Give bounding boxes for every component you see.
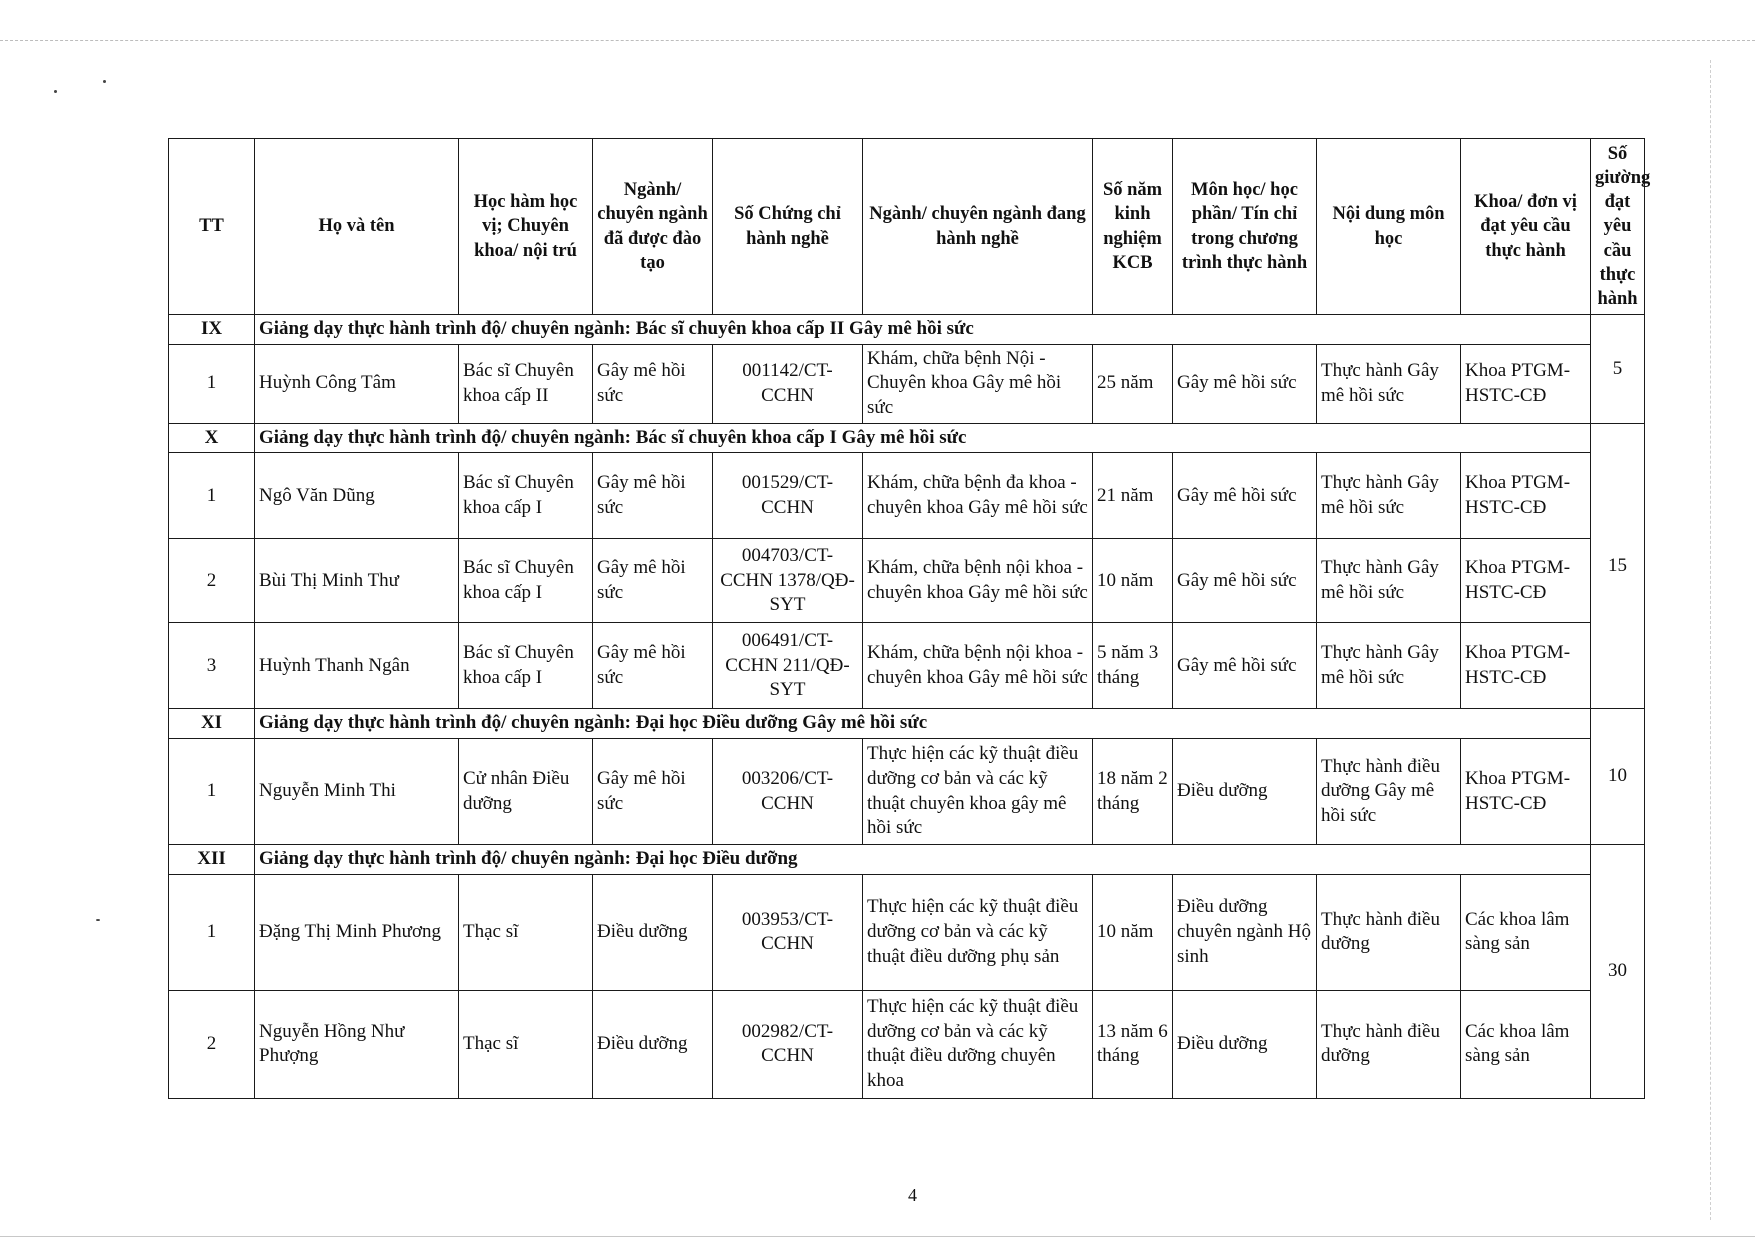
scan-edge-right <box>1710 60 1711 1220</box>
table-row <box>169 344 1645 423</box>
cell-practice: Thực hiện các kỹ thuật điều dưỡng cơ bản và các kỹ thuật chuyên khoa gây mê hồi sức <box>863 739 1093 845</box>
cell-trained: Gây mê hồi sức <box>593 539 713 623</box>
cell-degree: Cử nhân Điều dưỡng <box>459 739 593 845</box>
cell-experience: 5 năm 3 tháng <box>1093 623 1173 709</box>
cell-department: Các khoa lâm sàng sản <box>1461 990 1591 1098</box>
cell-tt: 2 <box>169 539 255 623</box>
cell-name: Đặng Thị Minh Phương <box>255 874 459 990</box>
cell-degree: Thạc sĩ <box>459 874 593 990</box>
cell-tt: 1 <box>169 739 255 845</box>
cell-content: Thực hành điều dưỡng <box>1317 874 1461 990</box>
cell-experience: 18 năm 2 tháng <box>1093 739 1173 845</box>
cell-practice: Khám, chữa bệnh đa khoa - chuyên khoa Gây mê hồi sức <box>863 453 1093 539</box>
cell-department: Khoa PTGM-HSTC-CĐ <box>1461 739 1591 845</box>
section-title: Giảng dạy thực hành trình độ/ chuyên ngành: Bác sĩ chuyên khoa cấp II Gây mê hồi sức <box>255 315 1173 345</box>
section-title: Giảng dạy thực hành trình độ/ chuyên ngành: Bác sĩ chuyên khoa cấp I Gây mê hồi sức <box>255 423 1173 453</box>
section-title: Giảng dạy thực hành trình độ/ chuyên ngành: Đại học Điều dưỡng Gây mê hồi sức <box>255 709 1173 739</box>
cell-subject: Gây mê hồi sức <box>1173 453 1317 539</box>
section-row <box>169 845 1645 875</box>
scan-speck <box>54 90 57 93</box>
section-row <box>169 315 1645 345</box>
col-header-beds: Số giường đạt yêu cầu thực hành <box>1591 139 1645 315</box>
cell-practice: Khám, chữa bệnh nội khoa - chuyên khoa Gây mê hồi sức <box>863 623 1093 709</box>
section-blank <box>1173 709 1591 739</box>
cell-department: Khoa PTGM-HSTC-CĐ <box>1461 623 1591 709</box>
cell-tt: 1 <box>169 874 255 990</box>
section-number: IX <box>169 315 255 345</box>
cell-degree: Bác sĩ Chuyên khoa cấp I <box>459 453 593 539</box>
cell-tt: 1 <box>169 453 255 539</box>
cell-license: 004703/CT-CCHN 1378/QĐ-SYT <box>713 539 863 623</box>
page-number: 4 <box>908 1185 917 1205</box>
col-header-degree: Học hàm học vị; Chuyên khoa/ nội trú <box>459 139 593 315</box>
cell-degree: Bác sĩ Chuyên khoa cấp I <box>459 623 593 709</box>
section-number: X <box>169 423 255 453</box>
teaching-staff-table <box>168 138 1651 1099</box>
scan-edge-bottom <box>0 1236 1755 1237</box>
cell-license: 001142/CT-CCHN <box>713 344 863 423</box>
cell-practice: Thực hiện các kỹ thuật điều dưỡng cơ bản và các kỹ thuật điều dưỡng chuyên khoa <box>863 990 1093 1098</box>
cell-subject: Điều dưỡng chuyên ngành Hộ sinh <box>1173 874 1317 990</box>
cell-license: 006491/CT-CCHN 211/QĐ-SYT <box>713 623 863 709</box>
cell-name: Huỳnh Thanh Ngân <box>255 623 459 709</box>
section-blank <box>1173 845 1591 875</box>
cell-trained: Gây mê hồi sức <box>593 623 713 709</box>
cell-department: Các khoa lâm sàng sản <box>1461 874 1591 990</box>
cell-department: Khoa PTGM-HSTC-CĐ <box>1461 539 1591 623</box>
cell-department: Khoa PTGM-HSTC-CĐ <box>1461 344 1591 423</box>
col-header-content: Nội dung môn học <box>1317 139 1461 315</box>
col-header-department: Khoa/ đơn vị đạt yêu cầu thực hành <box>1461 139 1591 315</box>
cell-subject: Gây mê hồi sức <box>1173 539 1317 623</box>
cell-practice: Khám, chữa bệnh nội khoa - chuyên khoa Gây mê hồi sức <box>863 539 1093 623</box>
cell-practice: Khám, chữa bệnh Nội - Chuyên khoa Gây mê hồi sức <box>863 344 1093 423</box>
section-row <box>169 423 1645 453</box>
section-title: Giảng dạy thực hành trình độ/ chuyên ngành: Đại học Điều dưỡng <box>255 845 1173 875</box>
beds-value: 10 <box>1591 709 1645 845</box>
section-number: XII <box>169 845 255 875</box>
section-number: XI <box>169 709 255 739</box>
section-blank <box>1173 423 1591 453</box>
scan-speck <box>96 919 100 921</box>
cell-content: Thực hành Gây mê hồi sức <box>1317 453 1461 539</box>
scan-speck <box>103 80 106 83</box>
col-header-license: Số Chứng chỉ hành nghề <box>713 139 863 315</box>
beds-value: 30 <box>1591 845 1645 1099</box>
cell-tt: 3 <box>169 623 255 709</box>
col-header-experience: Số năm kinh nghiệm KCB <box>1093 139 1173 315</box>
cell-content: Thực hành Gây mê hồi sức <box>1317 344 1461 423</box>
cell-subject: Gây mê hồi sức <box>1173 623 1317 709</box>
cell-name: Huỳnh Công Tâm <box>255 344 459 423</box>
beds-value: 15 <box>1591 423 1645 709</box>
cell-experience: 10 năm <box>1093 874 1173 990</box>
section-blank <box>1173 315 1591 345</box>
cell-tt: 1 <box>169 344 255 423</box>
cell-tt: 2 <box>169 990 255 1098</box>
table-row <box>169 623 1645 709</box>
table-row <box>169 539 1645 623</box>
cell-name: Nguyễn Minh Thi <box>255 739 459 845</box>
table-row <box>169 874 1645 990</box>
cell-experience: 10 năm <box>1093 539 1173 623</box>
cell-license: 003953/CT-CCHN <box>713 874 863 990</box>
cell-license: 002982/CT-CCHN <box>713 990 863 1098</box>
table-header-row <box>169 139 1645 315</box>
cell-trained: Điều dưỡng <box>593 990 713 1098</box>
cell-department: Khoa PTGM-HSTC-CĐ <box>1461 453 1591 539</box>
cell-experience: 13 năm 6 tháng <box>1093 990 1173 1098</box>
cell-subject: Điều dưỡng <box>1173 739 1317 845</box>
cell-subject: Điều dưỡng <box>1173 990 1317 1098</box>
cell-trained: Điều dưỡng <box>593 874 713 990</box>
col-header-trained-field: Ngành/ chuyên ngành đã được đào tạo <box>593 139 713 315</box>
scan-edge-top <box>0 40 1755 41</box>
table-row <box>169 990 1645 1098</box>
cell-trained: Gây mê hồi sức <box>593 453 713 539</box>
table-row <box>169 453 1645 539</box>
cell-degree: Bác sĩ Chuyên khoa cấp I <box>459 539 593 623</box>
cell-experience: 21 năm <box>1093 453 1173 539</box>
cell-content: Thực hành Gây mê hồi sức <box>1317 539 1461 623</box>
col-header-subject: Môn học/ học phần/ Tín chỉ trong chương trình thực hành <box>1173 139 1317 315</box>
cell-subject: Gây mê hồi sức <box>1173 344 1317 423</box>
red-stamp-mark <box>1727 336 1749 636</box>
cell-license: 001529/CT-CCHN <box>713 453 863 539</box>
col-header-practice-field: Ngành/ chuyên ngành đang hành nghề <box>863 139 1093 315</box>
cell-degree: Bác sĩ Chuyên khoa cấp II <box>459 344 593 423</box>
table-row <box>169 739 1645 845</box>
cell-content: Thực hành điều dưỡng Gây mê hồi sức <box>1317 739 1461 845</box>
cell-experience: 25 năm <box>1093 344 1173 423</box>
cell-name: Bùi Thị Minh Thư <box>255 539 459 623</box>
cell-practice: Thực hiện các kỹ thuật điều dưỡng cơ bản và các kỹ thuật điều dưỡng phụ sản <box>863 874 1093 990</box>
cell-name: Ngô Văn Dũng <box>255 453 459 539</box>
beds-value: 5 <box>1591 315 1645 424</box>
col-header-tt: TT <box>169 139 255 315</box>
cell-content: Thực hành Gây mê hồi sức <box>1317 623 1461 709</box>
col-header-name: Họ và tên <box>255 139 459 315</box>
cell-name: Nguyễn Hồng Như Phượng <box>255 990 459 1098</box>
cell-degree: Thạc sĩ <box>459 990 593 1098</box>
cell-trained: Gây mê hồi sức <box>593 739 713 845</box>
cell-trained: Gây mê hồi sức <box>593 344 713 423</box>
cell-content: Thực hành điều dưỡng <box>1317 990 1461 1098</box>
section-row <box>169 709 1645 739</box>
cell-license: 003206/CT-CCHN <box>713 739 863 845</box>
